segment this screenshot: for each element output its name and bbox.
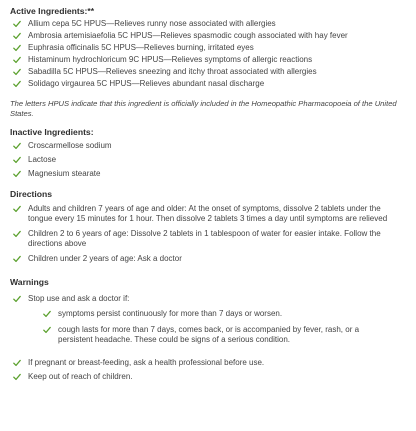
directions-heading: Directions xyxy=(10,189,53,199)
list-item: Croscarmellose sodium xyxy=(10,141,408,151)
checkmark-icon xyxy=(13,255,21,263)
list-item: Adults and children 7 years of age and older: At the onset of symptoms, dissolve 2 tablets under the tongue every 15 minutes for 1 hour. Then dissolve 2 tablets 3 times a day until symptoms are relieved xyxy=(10,204,408,224)
checkmark-icon xyxy=(13,359,21,367)
active-ingredients-list xyxy=(10,19,408,89)
list-item: Stop use and ask a doctor if: symptoms persist continuously for more than 7 days or worsen. cough lasts for more than 7 days, comes back, or is accompanied by fever, rash, or a persistent headache. These could be signs of a serious condition. xyxy=(10,294,408,345)
checkmark-icon xyxy=(13,56,21,64)
checkmark-icon xyxy=(13,230,21,238)
checkmark-icon xyxy=(13,295,21,303)
list-item: cough lasts for more than 7 days, comes back, or is accompanied by fever, rash, or a persistent headache. These could be signs of a serious condition. xyxy=(40,325,408,345)
checkmark-icon xyxy=(13,68,21,76)
list-item: symptoms persist continuously for more than 7 days or worsen. xyxy=(40,309,408,319)
active-ingredients-heading: Active Ingredients:** xyxy=(10,6,95,16)
list-item: Children 2 to 6 years of age: Dissolve 2 tablets in 1 tablespoon of water for easier intake. Follow the directions above xyxy=(10,229,408,249)
list-item: Ambrosia artemisiaefolia 5C HPUS—Relieves spasmodic cough associated with hay fever xyxy=(10,31,408,41)
list-item: Histaminum hydrochloricum 9C HPUS—Relieves symptoms of allergic reactions xyxy=(10,55,408,65)
list-item: If pregnant or breast-feeding, ask a health professional before use. xyxy=(10,358,408,368)
list-item: Magnesium stearate xyxy=(10,169,408,179)
list-item: Solidago virgaurea 5C HPUS—Relieves abundant nasal discharge xyxy=(10,79,408,89)
inactive-ingredients-list xyxy=(10,141,408,179)
checkmark-icon xyxy=(13,20,21,28)
list-item: Children under 2 years of age: Ask a doctor xyxy=(10,254,408,264)
inactive-ingredients-heading: Inactive Ingredients: xyxy=(10,127,94,137)
list-item: Euphrasia officinalis 5C HPUS—Relieves burning, irritated eyes xyxy=(10,43,408,53)
checkmark-icon xyxy=(13,32,21,40)
checkmark-icon xyxy=(13,205,21,213)
checkmark-icon xyxy=(13,142,21,150)
directions-list xyxy=(10,204,408,264)
list-item: Sabadilla 5C HPUS—Relieves sneezing and itchy throat associated with allergies xyxy=(10,67,408,77)
list-item: Keep out of reach of children. xyxy=(10,372,408,382)
checkmark-icon xyxy=(43,310,51,318)
checkmark-icon xyxy=(13,156,21,164)
hpus-note: The letters HPUS indicate that this ingredient is officially included in the Homeopathic Pharmacopoeia of the United States. xyxy=(10,99,397,118)
warnings-list xyxy=(10,294,408,382)
checkmark-icon xyxy=(13,373,21,381)
checkmark-icon xyxy=(13,170,21,178)
checkmark-icon xyxy=(43,326,51,334)
list-item: Allium cepa 5C HPUS—Relieves runny nose associated with allergies xyxy=(10,19,408,29)
list-item: Lactose xyxy=(10,155,408,165)
checkmark-icon xyxy=(13,80,21,88)
warnings-sublist xyxy=(28,309,408,345)
warnings-heading: Warnings xyxy=(10,277,49,287)
checkmark-icon xyxy=(13,44,21,52)
